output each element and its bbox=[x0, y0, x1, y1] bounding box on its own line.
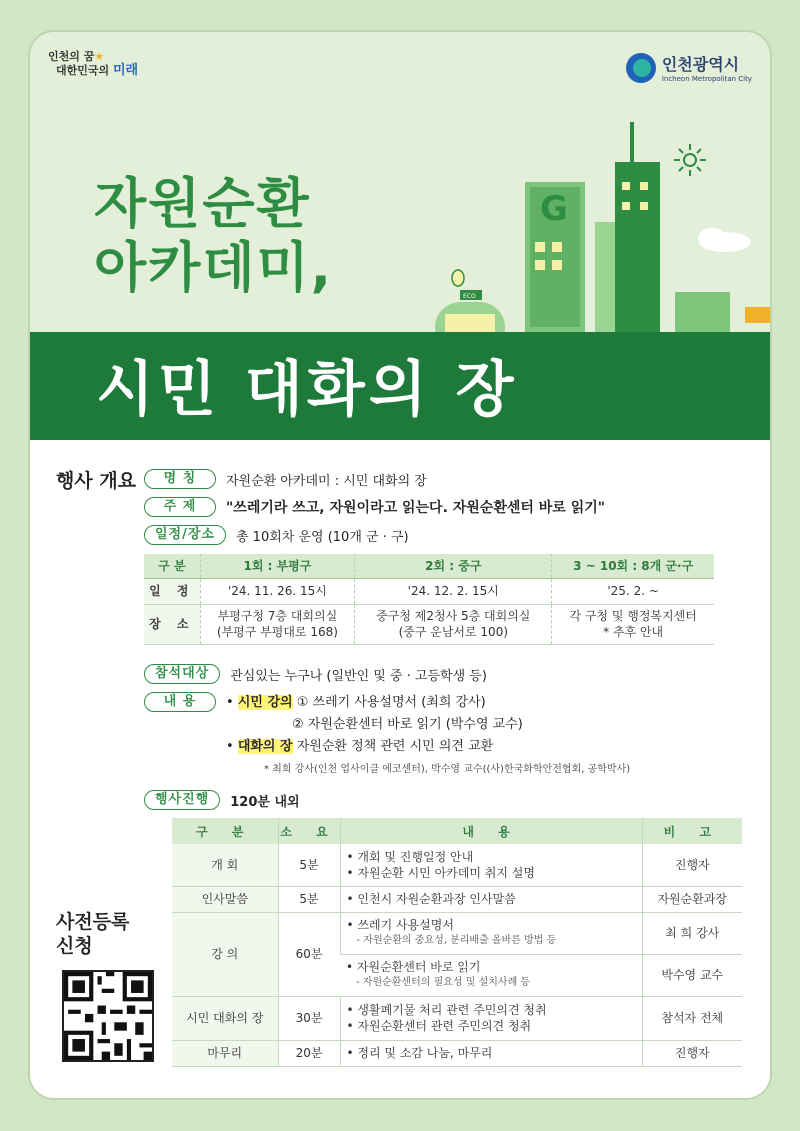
g-sign: G bbox=[540, 189, 568, 229]
table-row bbox=[172, 886, 742, 912]
content-item: • 개회 및 진행일정 안내 bbox=[346, 849, 474, 864]
schedule-header: 구 분 bbox=[144, 554, 200, 578]
speaker-note: * 최희 강사(인천 업사이클 에코센터), 박수영 교수((사)한국화학안전협회, 공학박사) bbox=[264, 764, 631, 775]
row-note: 진행자 bbox=[642, 1040, 742, 1066]
content-item: • 자원순환 시민 아카데미 취지 설명 bbox=[346, 865, 535, 880]
eco-sign: ECO bbox=[463, 293, 476, 300]
qr-code-icon[interactable] bbox=[62, 970, 154, 1062]
row-category: 마무리 bbox=[172, 1040, 278, 1066]
row-content bbox=[340, 912, 642, 954]
registration-line1: 사전등록 bbox=[56, 911, 130, 933]
row-time: 5분 bbox=[278, 886, 340, 912]
venue-line: 각 구청 및 행정복지센터 bbox=[569, 609, 697, 623]
slogan-line1: 인천의 꿈 bbox=[48, 50, 95, 63]
slogan-line2: 대한민국의 bbox=[56, 64, 113, 77]
row-content bbox=[340, 844, 642, 886]
content-item: • 자원순환센터 관련 주민의견 청취 bbox=[346, 1019, 532, 1033]
talk-tag: 대화의 장 bbox=[237, 739, 293, 754]
row-content bbox=[340, 996, 642, 1040]
content-item: • 자원순환센터 바로 읽기 bbox=[346, 960, 481, 974]
title-line1: 자원순환 bbox=[94, 172, 311, 235]
venue-line: 중구청 제2청사 5층 대회의실 bbox=[376, 609, 531, 623]
lecture-1: ① 쓰레기 사용설명서 (최희 강사) bbox=[296, 695, 486, 710]
target-value: 관심있는 누구나 (일반인 및 중 · 고등학생 등) bbox=[230, 668, 487, 684]
table-row bbox=[172, 996, 742, 1040]
row-note: 자원순환과장 bbox=[642, 886, 742, 912]
row-content: • 인천시 자원순환과장 인사말씀 bbox=[340, 886, 642, 912]
city-logo bbox=[626, 52, 752, 83]
row-category: 강 의 bbox=[172, 912, 278, 996]
table-row bbox=[144, 578, 714, 604]
content-row: 내 용 • 시민 강의 ① 쓰레기 사용설명서 (최희 강사) ② 자원순환센터 바로 읽기 (박수영 교수) • 대화의 장 자원순환 정책 관련 시민 의견 교환 bbox=[144, 692, 523, 758]
city-emblem-icon bbox=[626, 53, 656, 83]
lecture-2: ② 자원순환센터 바로 읽기 (박수영 교수) bbox=[292, 717, 523, 732]
schedule-row bbox=[144, 525, 409, 545]
star-icon: ★ bbox=[94, 50, 105, 63]
table-cell bbox=[552, 604, 714, 644]
row-time: 5분 bbox=[278, 844, 340, 886]
table-cell: '24. 12. 2. 15시 bbox=[355, 578, 552, 604]
registration-heading bbox=[56, 910, 129, 958]
venue-address: (부평구 부평대로 168) bbox=[216, 625, 338, 639]
row-time: 20분 bbox=[278, 1040, 340, 1066]
program-table bbox=[172, 818, 742, 1067]
table-cell: '25. 2. ~ bbox=[552, 578, 714, 604]
slogan-highlight: 미래 bbox=[112, 63, 139, 78]
row-note: 최 희 강사 bbox=[642, 912, 742, 954]
target-label: 참석대상 bbox=[144, 664, 220, 684]
row-note: 진행자 bbox=[642, 844, 742, 886]
content-item: • 생활폐기물 처리 관련 주민의견 청취 bbox=[346, 1003, 547, 1017]
table-cell: '24. 11. 26. 15시 bbox=[200, 578, 355, 604]
name-label: 명 칭 bbox=[144, 469, 216, 489]
table-row bbox=[172, 1040, 742, 1066]
program-header: 구 분 bbox=[172, 818, 278, 844]
venue-note: * 추후 안내 bbox=[603, 625, 664, 639]
schedule-table bbox=[144, 554, 714, 645]
sun-icon bbox=[674, 144, 706, 176]
theme-row bbox=[144, 497, 605, 517]
talk-value: 자원순환 정책 관련 시민 의견 교환 bbox=[296, 739, 494, 754]
content-item: • 쓰레기 사용설명서 bbox=[346, 918, 454, 932]
city-name: 인천광역시 bbox=[661, 55, 740, 74]
overview-heading: 행사 개요 bbox=[56, 470, 137, 492]
theme-label: 주 제 bbox=[144, 497, 216, 517]
progress-value: 120분 내외 bbox=[230, 794, 300, 810]
row-head: 장 소 bbox=[144, 604, 200, 644]
content-label: 내 용 bbox=[144, 692, 216, 712]
table-cell bbox=[355, 604, 552, 644]
row-category: 인사말씀 bbox=[172, 886, 278, 912]
slogan-logo bbox=[48, 50, 138, 78]
schedule-header: 1회 : 부평구 bbox=[200, 554, 355, 578]
program-header: 내 용 bbox=[340, 818, 642, 844]
schedule-header: 3 ~ 10회 : 8개 군·구 bbox=[552, 554, 714, 578]
progress-label: 행사진행 bbox=[144, 790, 220, 810]
row-content bbox=[340, 954, 642, 996]
row-time: 60분 bbox=[278, 912, 340, 996]
row-category: 개 회 bbox=[172, 844, 278, 886]
row-note: 참석자 전체 bbox=[642, 996, 742, 1040]
table-row bbox=[144, 604, 714, 644]
city-name-en: Incheon Metropolitan City bbox=[661, 75, 752, 83]
title-top bbox=[94, 172, 333, 300]
date-label: 일정/장소 bbox=[144, 525, 226, 545]
main-title: 시민 대화의 장 bbox=[96, 355, 518, 425]
event-name-row bbox=[144, 469, 427, 489]
program-header: 비 고 bbox=[642, 818, 742, 844]
date-value: 총 10회차 운영 (10개 군 · 구) bbox=[235, 529, 409, 545]
content-sub: - 자원순환센터의 필요성 및 설치사례 등 bbox=[356, 977, 531, 988]
registration-line2: 신청 bbox=[56, 935, 93, 957]
program-header: 소 요 bbox=[278, 818, 340, 844]
schedule-header: 2회 : 중구 bbox=[355, 554, 552, 578]
theme-value: "쓰레기라 쓰고, 자원이라고 읽는다. 자원순환센터 바로 읽기" bbox=[226, 500, 606, 516]
venue-line: 부평구청 7층 대회의실 bbox=[217, 609, 338, 623]
table-cell bbox=[200, 604, 355, 644]
row-head: 일 정 bbox=[144, 578, 200, 604]
row-content: • 정리 및 소감 나눔, 마무리 bbox=[340, 1040, 642, 1066]
venue-address: (중구 운남서로 100) bbox=[398, 625, 509, 639]
target-row bbox=[144, 664, 487, 684]
table-row bbox=[172, 844, 742, 886]
progress-row bbox=[144, 790, 300, 810]
row-time: 30분 bbox=[278, 996, 340, 1040]
title-line2: 아카데미, bbox=[94, 236, 334, 299]
row-note: 박수영 교수 bbox=[642, 954, 742, 996]
lecture-tag: 시민 강의 bbox=[237, 695, 293, 710]
name-value: 자원순환 아카데미 : 시민 대화의 장 bbox=[226, 473, 427, 489]
content-sub: - 자원순환의 중요성, 분리배출 올바른 방법 등 bbox=[356, 935, 557, 946]
row-category: 시민 대화의 장 bbox=[172, 996, 278, 1040]
table-row bbox=[172, 912, 742, 954]
